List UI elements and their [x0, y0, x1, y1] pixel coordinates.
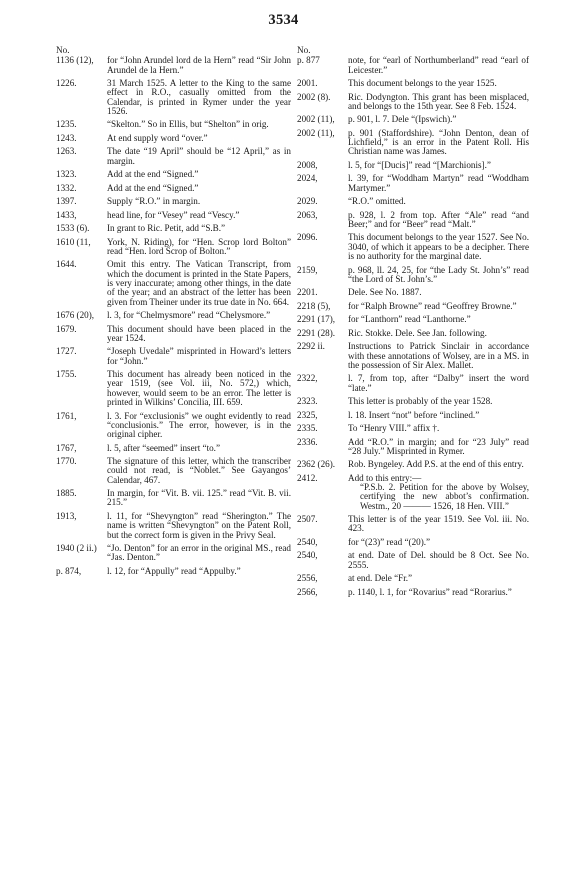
erratum-entry: [297, 460, 529, 469]
entry-text: for “(23)” read “(20).”: [348, 536, 431, 547]
entry-number: 2323.: [297, 396, 318, 407]
entry-text: l. 12, for “Appully” read “Appulby.”: [107, 565, 241, 576]
entry-text: l. 5, for “[Ducis]” read “[Marchionis].”: [348, 159, 491, 170]
entry-number: 1940 (2 ii.): [56, 543, 97, 553]
entry-text: York, N. Riding), for “Hen. Scrop lord Bolton” read “Hen. lord Scrop of Bolton.”: [107, 236, 291, 256]
entry-number: 1913,: [56, 510, 77, 521]
erratum-entry: [56, 457, 291, 485]
entry-number: 2325,: [297, 409, 318, 420]
erratum-entry: [56, 489, 291, 508]
entry-text: for “Lanthorn” read “Lanthorne.”: [348, 314, 471, 325]
erratum-entry: [56, 134, 291, 143]
entry-number: 1332.: [56, 182, 77, 193]
entry-number: 2292 ii.: [297, 341, 325, 352]
erratum-entry: [297, 438, 529, 457]
erratum-entry: [297, 315, 529, 324]
left-column: [56, 46, 291, 580]
entry-text: At end supply word “over.”: [107, 132, 208, 143]
erratum-entry: [56, 544, 291, 563]
entry-number: 2002 (11),: [297, 114, 335, 125]
erratum-entry: [297, 266, 529, 285]
entry-text: This letter is probably of the year 1528.: [348, 396, 493, 407]
erratum-entry: [297, 115, 529, 124]
erratum-entry: [56, 325, 291, 344]
entry-number: 2002 (8).: [297, 91, 331, 102]
erratum-entry: [297, 79, 529, 88]
entry-text: l. 3, for “Chelmysmore” read “Chelysmore.”: [107, 310, 271, 321]
erratum-entry: [297, 211, 529, 230]
entry-text: Add “R.O.” in margin; and for “23 July” read “28 July.” Misprinted in Rymer.: [348, 436, 529, 456]
entry-number: 2291 (28).: [297, 327, 336, 338]
entry-text: note, for “earl of Northumberland” read “earl of Leicester.”: [348, 55, 529, 75]
entry-number: 2159,: [297, 264, 318, 275]
entry-text: Omit this entry. The Vatican Transcript, from which the document is printed in the State Papers, is very inaccurate; among other things, in the date of the year; and an abstract of the letter has been given from Theiner under its true date in No. 664.: [107, 259, 291, 307]
entry-text: This document belongs to the year 1527. See No. 3040, of which it appears to be a decipher. There is no authority for the marginal date.: [348, 232, 529, 262]
erratum-entry: [56, 79, 291, 116]
entry-number: 2029.: [297, 196, 318, 207]
entry-number: 1679.: [56, 323, 77, 334]
entry-number: 1323.: [56, 169, 77, 180]
entry-number: 2507.: [297, 514, 318, 525]
erratum-entry: [297, 515, 529, 534]
erratum-entry: [297, 161, 529, 170]
entry-subtext: “P.S.b. 2. Petition for the above by Wolsey, certifying the new abbot’s confirmation. Westm., 20 ——— 1526, 18 Hen. VIII.”: [360, 482, 529, 511]
erratum-entry: [56, 170, 291, 179]
entry-text: at end. Dele “Fr.”: [348, 573, 413, 584]
entry-text: Rob. Byngeley. Add P.S. at the end of this entry.: [348, 459, 524, 470]
entry-number: 1226.: [56, 78, 77, 89]
erratum-entry: [56, 224, 291, 233]
entry-number: 1136 (12),: [56, 55, 94, 66]
entry-number: 2566,: [297, 586, 318, 597]
erratum-entry: [56, 147, 291, 166]
entry-number: 1533 (6).: [56, 223, 90, 234]
entry-number: 1243.: [56, 132, 77, 143]
erratum-entry: [56, 311, 291, 320]
entry-number: 1727.: [56, 346, 77, 357]
entry-text: for “Ralph Browne” read “Geoffrey Browne.”: [348, 300, 517, 311]
entry-text: l. 39, for “Woddham Martyn” read “Woddham Martymer.”: [348, 173, 529, 193]
erratum-entry: [56, 211, 291, 220]
erratum-entry: [297, 288, 529, 297]
erratum-entry: [297, 551, 529, 570]
entry-text: l. 7, from top, after “Dalby” insert the word “late.”: [348, 373, 529, 393]
entry-number: 1676 (20),: [56, 310, 95, 321]
entry-number: 2556,: [297, 573, 318, 584]
erratum-entry: [56, 197, 291, 206]
right-column: [297, 46, 529, 601]
entry-text: l. 3. For “exclusionis” we ought evidently to read “conclusionis.” The error, however, is in the original cipher.: [107, 410, 291, 440]
entry-number: 2362 (26).: [297, 459, 336, 470]
entry-number: 2201.: [297, 287, 318, 298]
erratum-entry: [56, 444, 291, 453]
entry-number: 2002 (11),: [297, 127, 335, 138]
entry-number: 2540,: [297, 550, 318, 561]
column-header-no: No.: [297, 45, 311, 55]
entry-text: Ric. Stokke. Dele. See Jan. following.: [348, 327, 487, 338]
erratum-entry: [56, 238, 291, 257]
entry-text: p. 968, ll. 24, 25, for “the Lady St. John’s” read “the Lord of St. John’s.”: [348, 264, 529, 284]
entry-number: 1610 (11,: [56, 236, 91, 247]
entry-number: 1433,: [56, 209, 77, 220]
entry-text: Add at the end “Signed.”: [107, 169, 199, 180]
entry-text: To “Henry VIII.” affix †.: [348, 423, 440, 434]
erratum-entry: [297, 588, 529, 597]
entry-number: 1235.: [56, 119, 77, 130]
erratum-entry: [56, 412, 291, 440]
erratum-entry: [297, 411, 529, 420]
entry-text: The signature of this letter, which the transcriber could not read, is “Noblet.” See Gayangos’ Calendar, 467.: [107, 456, 291, 485]
entry-text: head line, for “Vesey” read “Vescy.”: [107, 209, 240, 220]
erratum-entry: [297, 302, 529, 311]
erratum-entry: [56, 120, 291, 129]
entry-text: Ric. Dodyngton. This grant has been misplaced, and belongs to the 15th year. See 8 Feb. 1524.: [348, 91, 529, 111]
erratum-entry: [297, 424, 529, 433]
entry-text: “R.O.” omitted.: [348, 196, 406, 207]
erratum-entry: [297, 56, 529, 75]
erratum-entry: [56, 567, 291, 576]
erratum-entry: [297, 474, 529, 511]
entry-text: Instructions to Patrick Sinclair in accordance with these annotations of Wolsey, are in a MS. in the possession of Sir Alex. Mallet.: [348, 341, 529, 370]
entry-number: 2063,: [297, 209, 318, 220]
entry-number: 2322,: [297, 373, 318, 384]
entry-text: This letter is of the year 1519. See Vol. iii. No. 423.: [348, 514, 529, 534]
entry-text: Supply “R.O.” in margin.: [107, 196, 201, 207]
entry-text: “Skelton.” So in Ellis, but “Shelton” in orig.: [107, 119, 269, 130]
entry-text: p. 901, l. 7. Dele “(Ipswich).”: [348, 114, 457, 125]
entry-text: l. 18. Insert “not” before “inclined.”: [348, 409, 480, 420]
entry-number: 2218 (5),: [297, 300, 331, 311]
entry-number: 2001.: [297, 78, 318, 89]
entry-number: 1755.: [56, 369, 77, 380]
entry-number: 1644.: [56, 259, 77, 270]
entry-number: 1397.: [56, 196, 77, 207]
entry-number: 1885.: [56, 488, 77, 499]
entry-number: 2336.: [297, 436, 318, 447]
erratum-entry: [297, 174, 529, 193]
entry-number: 2291 (17),: [297, 314, 336, 325]
entry-number: 2024,: [297, 173, 318, 184]
entry-number: 1767,: [56, 442, 77, 453]
entry-number: 2096.: [297, 232, 318, 243]
erratum-entry: [56, 370, 291, 407]
erratum-entry: [297, 538, 529, 547]
erratum-entry: [56, 184, 291, 193]
erratum-entry: [56, 512, 291, 540]
entry-number: 2540,: [297, 536, 318, 547]
erratum-entry: [297, 397, 529, 406]
erratum-entry: [56, 56, 291, 75]
entry-text: Dele. See No. 1887.: [348, 287, 422, 298]
erratum-entry: [297, 374, 529, 393]
erratum-entry: [297, 329, 529, 338]
entry-text: for “John Arundel lord de la Hern” read “Sir John Arundel de la Hern.”: [107, 55, 291, 75]
entry-text: p. 928, l. 2 from top. After “Ale” read “and Beer;” and for “Beer” read “Malt.”: [348, 209, 529, 229]
entry-text: “Jo. Denton” for an error in the original MS., read “Jas. Denton.”: [107, 543, 291, 563]
entry-text: This document belongs to the year 1525.: [348, 78, 497, 89]
entry-number: p. 874,: [56, 565, 82, 576]
entry-text: In margin, for “Vit. B. vii. 125.” read “Vit. B. vii. 215.”: [107, 488, 291, 508]
erratum-entry: [297, 233, 529, 261]
entry-text: Add at the end “Signed.”: [107, 182, 199, 193]
entry-number: 2008,: [297, 159, 318, 170]
column-header-no: No.: [56, 45, 70, 55]
entry-text: The date “19 April” should be “12 April,” as in margin.: [107, 146, 291, 166]
entry-text: l. 11, for “Shevyngton” read “Sherington.” The name is written “Shevyngton” on the Patent Roll, but the correct form is given in the Privy Seal.: [107, 510, 291, 540]
erratum-entry: [297, 574, 529, 583]
entry-number: 2412.: [297, 472, 318, 483]
page-number: 3534: [268, 12, 299, 28]
erratum-entry: [297, 129, 529, 157]
erratum-entry: [56, 347, 291, 366]
entry-text: Add to this entry:—: [348, 472, 422, 483]
entry-text: “Joseph Uvedale” misprinted in Howard’s letters for “John.”: [107, 346, 291, 366]
entry-text: l. 5, after “seemed” insert “to.”: [107, 442, 220, 453]
entry-text: 31 March 1525. A letter to the King to the same effect in R.O., casually omitted from the Calendar, is printed in Rymer under the year 1526.: [107, 78, 291, 116]
erratum-entry: [56, 260, 291, 306]
erratum-entry: [297, 197, 529, 206]
entry-text: at end. Date of Del. should be 8 Oct. See No. 2555.: [348, 550, 529, 570]
entry-number: 1761,: [56, 410, 77, 421]
entry-text: p. 1140, l. 1, for “Rovarius” read “Rorarius.”: [348, 586, 512, 597]
entry-number: 1263.: [56, 146, 77, 157]
entry-number: p. 877: [297, 55, 320, 66]
entry-text: This document has already been noticed in the year 1519, (see Vol. iii, No. 572,) which, however, would seem to be an error. The letter is printed in Wilkins’ Concilia, III. 659.: [107, 369, 291, 408]
entry-text: In grant to Ric. Petit, add “S.B.”: [107, 223, 226, 234]
erratum-entry: [297, 342, 529, 370]
entry-text: p. 901 (Staffordshire). “John Denton, dean of Lichfield,” is an error in the Patent Roll. His Christian name was James.: [348, 127, 529, 157]
entry-text: This document should have been placed in the year 1524.: [107, 323, 291, 343]
entry-number: 2335.: [297, 423, 318, 434]
erratum-entry: [297, 93, 529, 112]
entry-number: 1770.: [56, 456, 77, 467]
